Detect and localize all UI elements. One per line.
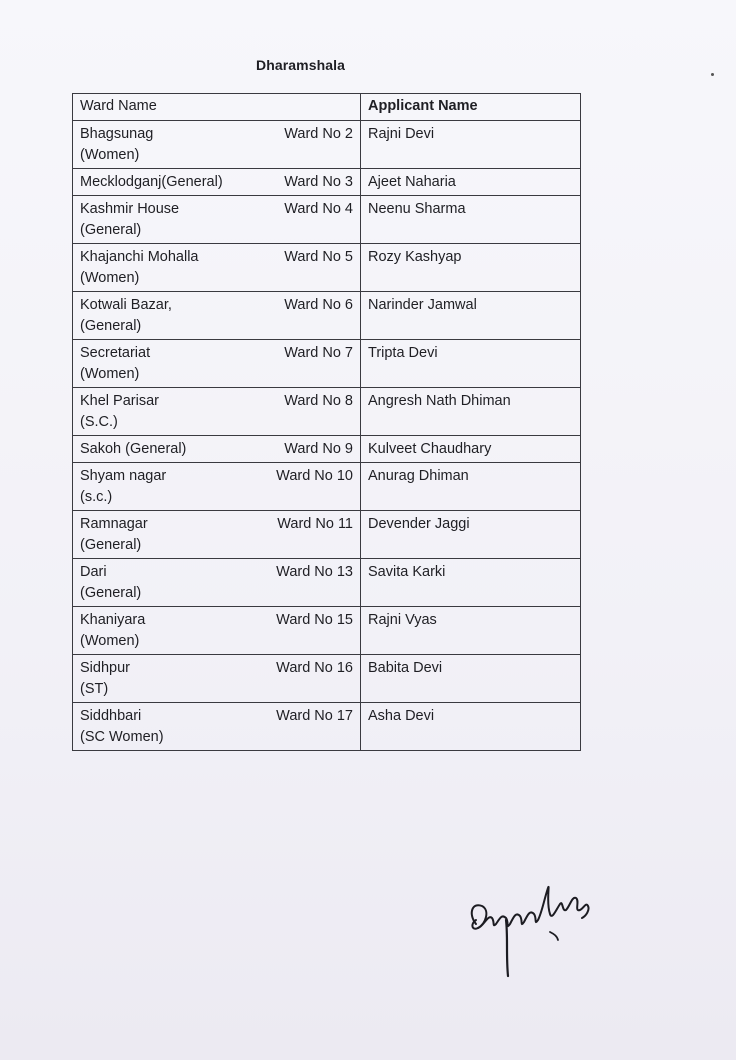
ward-cell (73, 607, 361, 655)
table-row (73, 121, 581, 169)
ward-name: Secretariat (80, 345, 151, 361)
ward-number: Ward No 5 (284, 249, 353, 265)
ward-name-block (80, 658, 130, 700)
ward-cell (73, 196, 361, 244)
ward-name: Ramnagar (80, 516, 148, 532)
ward-name-block (80, 199, 179, 241)
handwritten-signature (462, 884, 602, 980)
applicant-name: Asha Devi (361, 703, 581, 751)
ward-category: (General) (80, 318, 142, 334)
ward-name: Sidhpur (80, 660, 130, 676)
ward-name-block (80, 391, 159, 433)
ward-number: Ward No 9 (284, 441, 353, 457)
table-row (73, 463, 581, 511)
applicant-name: Anurag Dhiman (361, 463, 581, 511)
ward-name: Khajanchi Mohalla (80, 249, 199, 265)
ward-name-block (80, 439, 186, 460)
ward-cell-content (80, 199, 353, 241)
ward-category: (S.C.) (80, 414, 118, 430)
ward-number: Ward No 13 (276, 564, 353, 580)
applicant-name: Rozy Kashyap (361, 244, 581, 292)
table-row (73, 655, 581, 703)
ward-category: (Women) (80, 270, 140, 286)
ward-name-block (80, 247, 199, 289)
ward-category: (General) (80, 222, 142, 238)
ward-category: (Women) (80, 147, 140, 163)
ward-category: (SC Women) (80, 729, 164, 745)
ward-cell (73, 463, 361, 511)
table-row (73, 169, 581, 196)
table-body (73, 121, 581, 751)
ward-name: Shyam nagar (80, 468, 167, 484)
ward-cell-content (80, 172, 353, 193)
ward-cell-content (80, 124, 353, 166)
ward-name-block (80, 124, 153, 166)
table-row (73, 340, 581, 388)
table-row (73, 436, 581, 463)
ward-cell-content (80, 295, 353, 337)
ward-cell (73, 703, 361, 751)
table-row (73, 703, 581, 751)
ward-number: Ward No 17 (276, 708, 353, 724)
ward-number: Ward No 2 (284, 126, 353, 142)
ward-name: Siddhbari (80, 708, 142, 724)
ward-cell-content (80, 343, 353, 385)
ward-number: Ward No 7 (284, 345, 353, 361)
ward-number: Ward No 16 (276, 660, 353, 676)
ward-cell (73, 559, 361, 607)
ward-cell-content (80, 439, 353, 460)
ward-name: Sakoh (General) (80, 441, 187, 457)
table-row (73, 511, 581, 559)
applicant-name: Rajni Devi (361, 121, 581, 169)
ward-name-block (80, 466, 166, 508)
ward-name: Mecklodganj(General) (80, 174, 223, 190)
document-title: Dharamshala (256, 57, 346, 73)
ward-name: Bhagsunag (80, 126, 154, 142)
ward-cell (73, 340, 361, 388)
ward-category: (Women) (80, 633, 140, 649)
table-row (73, 196, 581, 244)
ward-cell-content (80, 391, 353, 433)
ward-name-block (80, 343, 150, 385)
ward-number: Ward No 6 (284, 297, 353, 313)
applicant-name: Rajni Vyas (361, 607, 581, 655)
ward-name: Dari (80, 564, 107, 580)
ward-cell-content (80, 706, 353, 748)
table-row (73, 244, 581, 292)
ward-number: Ward No 15 (276, 612, 353, 628)
applicant-name: Tripta Devi (361, 340, 581, 388)
ward-cell (73, 436, 361, 463)
ward-category: (General) (80, 585, 142, 601)
ward-cell-content (80, 658, 353, 700)
ward-name-block (80, 562, 141, 604)
ward-cell-content (80, 514, 353, 556)
table-row (73, 607, 581, 655)
ward-name-block (80, 706, 164, 748)
ward-cell (73, 244, 361, 292)
applicant-name: Kulveet Chaudhary (361, 436, 581, 463)
applicant-name: Neenu Sharma (361, 196, 581, 244)
ward-cell-content (80, 610, 353, 652)
table-row (73, 292, 581, 340)
ward-applicant-table (72, 93, 581, 751)
ward-cell (73, 169, 361, 196)
table-row (73, 559, 581, 607)
ward-name: Kashmir House (80, 201, 180, 217)
ward-name-block (80, 610, 145, 652)
applicant-name: Narinder Jamwal (361, 292, 581, 340)
ward-category: (s.c.) (80, 489, 113, 505)
ward-category: (ST) (80, 681, 109, 697)
ward-number: Ward No 8 (284, 393, 353, 409)
applicant-name: Ajeet Naharia (361, 169, 581, 196)
applicant-name: Devender Jaggi (361, 511, 581, 559)
ward-cell-content (80, 247, 353, 289)
header-ward-name: Ward Name (73, 94, 361, 121)
ward-cell (73, 292, 361, 340)
applicant-name: Savita Karki (361, 559, 581, 607)
ward-category: (General) (80, 537, 142, 553)
ward-name: Kotwali Bazar, (80, 297, 172, 313)
applicant-name: Angresh Nath Dhiman (361, 388, 581, 436)
applicant-name: Babita Devi (361, 655, 581, 703)
table-header-row (73, 94, 581, 121)
ward-name-block (80, 514, 148, 556)
ward-number: Ward No 4 (284, 201, 353, 217)
ward-name: Khel Parisar (80, 393, 159, 409)
ward-cell (73, 511, 361, 559)
ward-cell-content (80, 466, 353, 508)
ward-number: Ward No 10 (276, 468, 353, 484)
table-row (73, 388, 581, 436)
ward-cell-content (80, 562, 353, 604)
ward-name-block (80, 172, 223, 193)
ink-speck (711, 73, 714, 76)
ward-cell (73, 655, 361, 703)
header-applicant-name: Applicant Name (361, 94, 581, 121)
ward-cell (73, 121, 361, 169)
ward-category: (Women) (80, 366, 140, 382)
ward-name-block (80, 295, 172, 337)
ward-number: Ward No 11 (277, 516, 353, 532)
ward-number: Ward No 3 (284, 174, 353, 190)
ward-name: Khaniyara (80, 612, 146, 628)
ward-cell (73, 388, 361, 436)
